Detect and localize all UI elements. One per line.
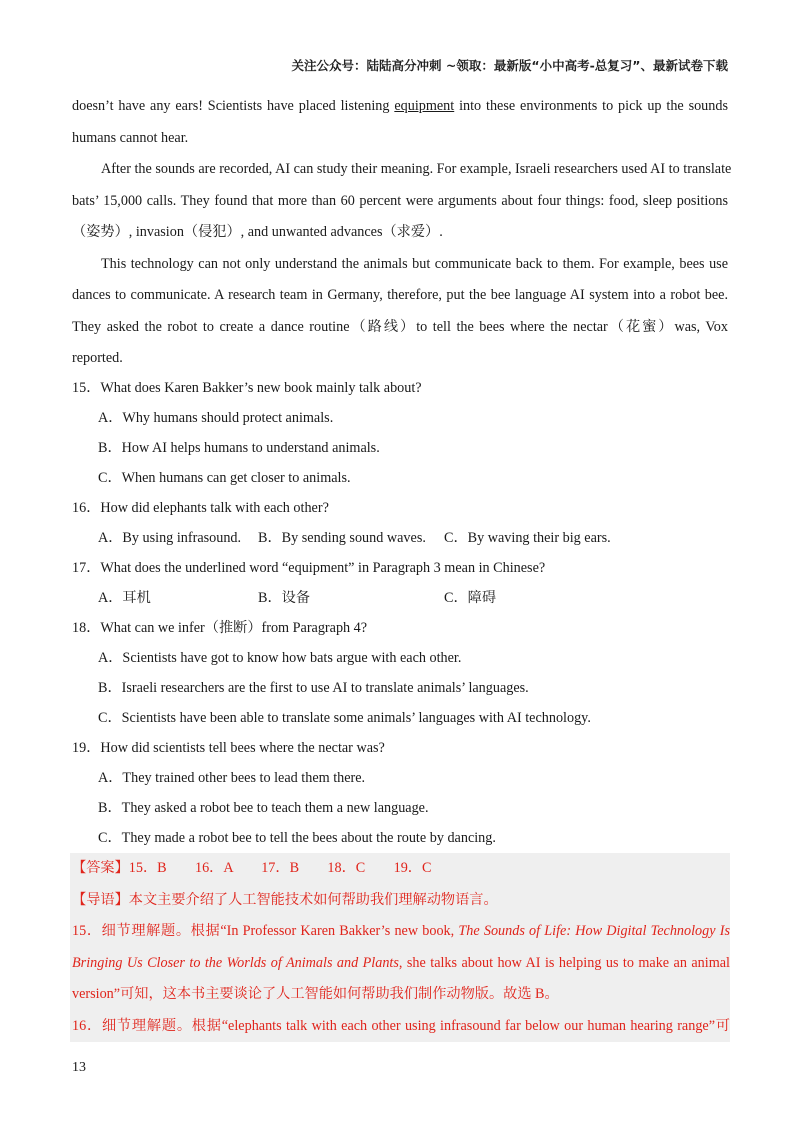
answer-tag: 【答案】: [72, 860, 129, 876]
book-title: Bringing Us Closer to the Worlds of Animals and Plants: [72, 954, 399, 971]
option: A．They trained other bees to lead them there.: [98, 770, 366, 786]
option: C．Scientists have been able to translate some animals’ languages with AI technology.: [98, 710, 591, 726]
guide-tag: 【导语】: [72, 891, 129, 908]
passage-line: reported.: [72, 350, 123, 366]
passage-line: After the sounds are recorded, AI can study their meaning. For example, Israeli researchers used AI to translate: [101, 161, 732, 177]
question-15: 15．What does Karen Bakker’s new book mainly talk about?: [72, 380, 422, 396]
explanation-line: 16．细节理解题。根据“elephants talk with each other using infrasound far below our human hearing range”可: [72, 1017, 730, 1034]
option: B．By sending sound waves.: [258, 530, 426, 546]
answer-text: 15．B 16．A 17．B 18．C 19．C: [128, 860, 432, 876]
answer-line: [72, 853, 730, 885]
option: B．Israeli researchers are the first to use AI to translate animals’ languages.: [98, 680, 529, 696]
option: C．They made a robot bee to tell the bees about the route by dancing.: [98, 830, 496, 846]
text: , she talks about how AI is helping us to make an animal: [398, 954, 730, 971]
answer-section: [70, 853, 730, 1042]
question-17: 17．What does the underlined word “equipment” in Paragraph 3 mean in Chinese?: [72, 560, 546, 576]
option: B．They asked a robot bee to teach them a new language.: [98, 800, 429, 816]
guide-line: [72, 885, 730, 917]
passage-line: This technology can not only understand the animals but communicate back to them. For example, bees use: [101, 255, 728, 272]
text: doesn’t have any ears! Scientists have placed listening: [72, 98, 395, 114]
page-header: 关注公众号：陆陆高分冲刺 ~领取：最新版“小中高考-总复习”、最新试卷下载: [291, 58, 728, 73]
explanation-line: version”可知，这本书主要谈论了人工智能如何帮助我们制作动物版。故选 B。: [72, 986, 559, 1002]
passage-line: humans cannot hear.: [72, 129, 189, 146]
option: C．When humans can get closer to animals.: [98, 470, 351, 486]
option: A．耳机: [98, 590, 151, 606]
question-18: 18．What can we infer（推断）from Paragraph 4?: [72, 620, 368, 636]
passage-line: [72, 92, 728, 124]
question-16: 16．How did elephants talk with each other?: [72, 500, 329, 516]
page-number: 13: [72, 1060, 86, 1075]
explanation-line: [72, 948, 730, 980]
guide-text: 本文主要介绍了人工智能技术如何帮助我们理解动物语言。: [128, 891, 498, 908]
book-title: The Sounds of Life: How Digital Technology Is: [458, 923, 730, 939]
passage-line: They asked the robot to create a dance routine（路线）to tell the bees where the nectar（花蜜）was, Vox: [72, 318, 728, 335]
option: A．By using infrasound.: [98, 530, 242, 546]
option-row: [72, 583, 728, 613]
option: C．By waving their big ears.: [444, 530, 611, 546]
text: 15．细节理解题。根据“In Professor Karen Bakker’s new book,: [72, 923, 459, 939]
explanation-line: [72, 916, 730, 948]
option: A．Scientists have got to know how bats argue with each other.: [98, 650, 462, 666]
question-19: 19．How did scientists tell bees where the nectar was?: [72, 740, 385, 756]
page-content: [72, 92, 732, 1042]
option: B．How AI helps humans to understand animals.: [98, 440, 380, 456]
text: into these environments to pick up the sounds: [454, 98, 728, 114]
option: A．Why humans should protect animals.: [98, 410, 334, 426]
passage-line: （姿势）, invasion（侵犯）, and unwanted advances（求爱）.: [72, 224, 443, 240]
option-row: [72, 523, 728, 553]
option: B．设备: [258, 590, 311, 606]
option: C．障碍: [444, 590, 497, 606]
underlined-word: equipment: [394, 98, 455, 114]
passage-line: bats’ 15,000 calls. They found that more than 60 percent were arguments about four things: food, sleep positions: [72, 192, 728, 209]
passage-line: dances to communicate. A research team in Germany, therefore, put the bee language AI system into a robot bee.: [72, 287, 728, 303]
